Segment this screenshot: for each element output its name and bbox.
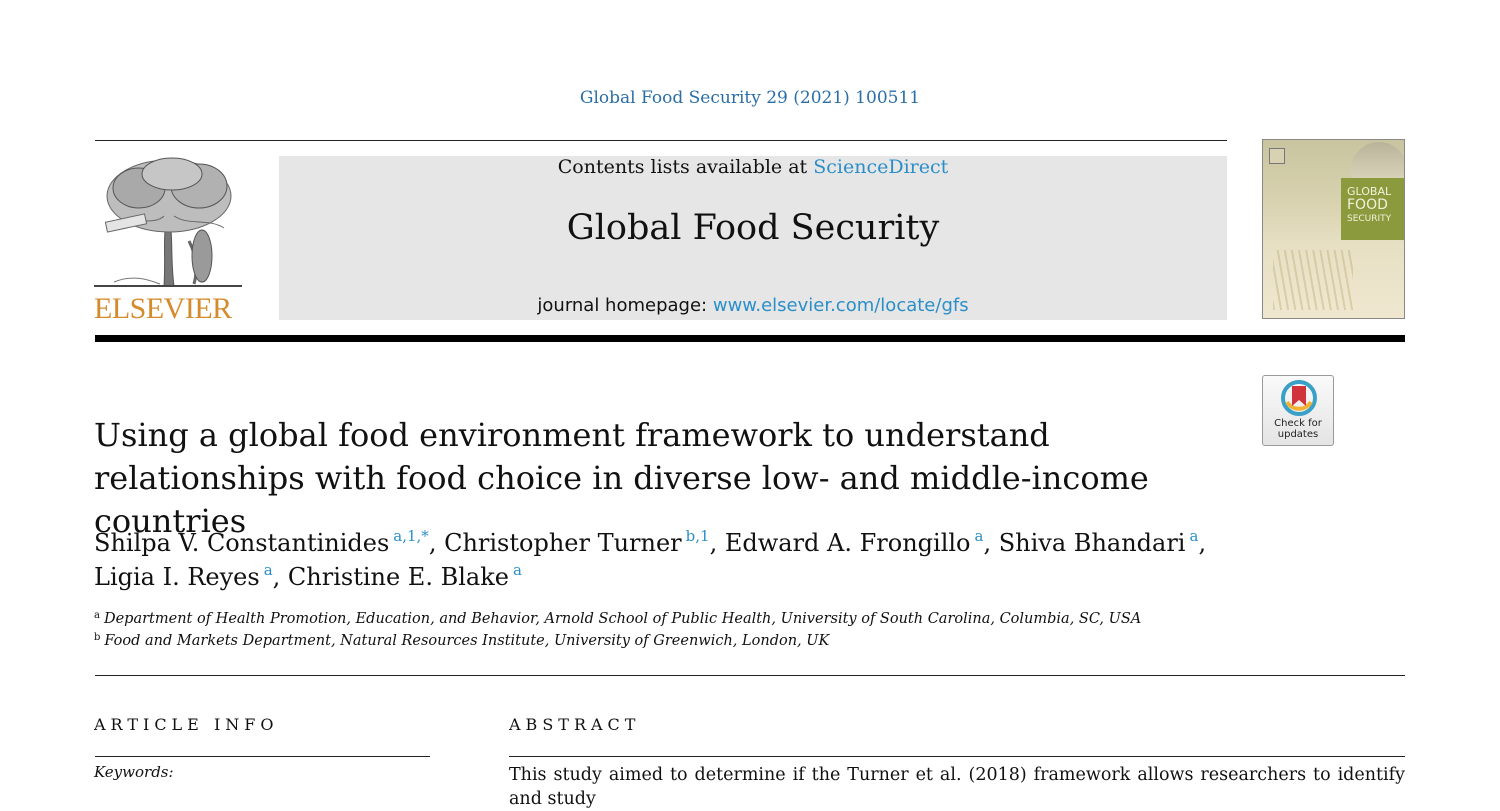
affiliation-mark: b [94, 632, 101, 643]
affiliation-text: Food and Markets Department, Natural Resources Institute, University of Greenwich, London, UK [104, 633, 830, 649]
contents-prefix: Contents lists available at [557, 156, 808, 178]
cover-publisher-badge-icon [1269, 148, 1285, 164]
sciencedirect-link[interactable]: ScienceDirect [813, 156, 949, 178]
author-name[interactable]: Christine E. Blake [287, 563, 509, 591]
author-name[interactable]: Shilpa V. Constantinides [94, 529, 390, 557]
keywords-label: Keywords: [94, 763, 174, 781]
author-separator: , [272, 563, 288, 591]
cover-title [1347, 186, 1405, 225]
affiliation-a [94, 610, 1294, 627]
cover-title-line: FOOD [1347, 197, 1388, 213]
bookmark-icon [1281, 380, 1317, 416]
cfu-line: Check for [1274, 418, 1322, 429]
author-affiliation-marker[interactable]: a [1189, 527, 1199, 545]
cfu-line: updates [1277, 429, 1319, 440]
journal-title: Global Food Security [566, 208, 940, 248]
author-name[interactable]: Christopher Turner [444, 529, 682, 557]
homepage-line [279, 295, 1227, 316]
citation-text[interactable]: Global Food Security 29 (2021) 100511 [579, 88, 921, 108]
author-name[interactable]: Edward A. Frongillo [724, 529, 971, 557]
header-top-rule [95, 140, 1227, 141]
article-info-heading: ARTICLE INFO [94, 715, 279, 734]
journal-header-box [279, 156, 1227, 320]
section-divider-rule [95, 675, 1405, 676]
journal-citation-link[interactable] [0, 88, 1500, 108]
abstract-text: This study aimed to determine if the Turner et al. (2018) framework allows researchers to identify and study [509, 765, 1405, 809]
abstract-rule [509, 756, 1405, 757]
author-name[interactable]: Ligia I. Reyes [94, 563, 260, 591]
check-for-updates-button[interactable] [1262, 375, 1334, 446]
check-for-updates-label [1263, 418, 1333, 440]
elsevier-wordmark: ELSEVIER [94, 292, 232, 325]
article-title: Using a global food environment framework to understand relationships with food choice in diverse low- and middle-income countries [94, 416, 1149, 540]
journal-cover-image[interactable] [1262, 139, 1405, 319]
cover-title-line: GLOBAL [1347, 185, 1392, 198]
cover-title-line: SECURITY [1347, 214, 1392, 224]
author-separator: , [709, 529, 725, 557]
affiliation-b [94, 632, 1294, 649]
header-thick-rule [95, 335, 1405, 342]
author-separator: , [1198, 529, 1207, 557]
affiliation-mark: a [94, 610, 100, 621]
cover-jar-graphic [1351, 142, 1405, 180]
elsevier-logo [94, 156, 244, 324]
author-affiliation-marker[interactable]: a [974, 527, 984, 545]
author-affiliation-marker[interactable]: a [263, 561, 273, 579]
author-affiliation-marker[interactable]: a,1,* [393, 527, 429, 545]
author-separator: , [428, 529, 445, 557]
contents-line [279, 156, 1227, 178]
author-list [94, 526, 1274, 594]
cover-wheat-graphic [1273, 250, 1353, 310]
elsevier-tree-icon [94, 156, 242, 290]
article-info-rule [95, 756, 430, 757]
abstract-heading: ABSTRACT [509, 715, 641, 734]
homepage-link[interactable]: www.elsevier.com/locate/gfs [712, 295, 969, 316]
affiliation-text: Department of Health Promotion, Education, and Behavior, Arnold School of Public Health, University of South Carolina, Columbia, SC, USA [103, 611, 1142, 627]
author-name[interactable]: Shiva Bhandari [998, 529, 1186, 557]
author-affiliation-marker[interactable]: a [512, 561, 522, 579]
author-affiliation-marker[interactable]: b,1 [685, 527, 710, 545]
homepage-prefix: journal homepage: [537, 295, 708, 316]
author-separator: , [983, 529, 999, 557]
